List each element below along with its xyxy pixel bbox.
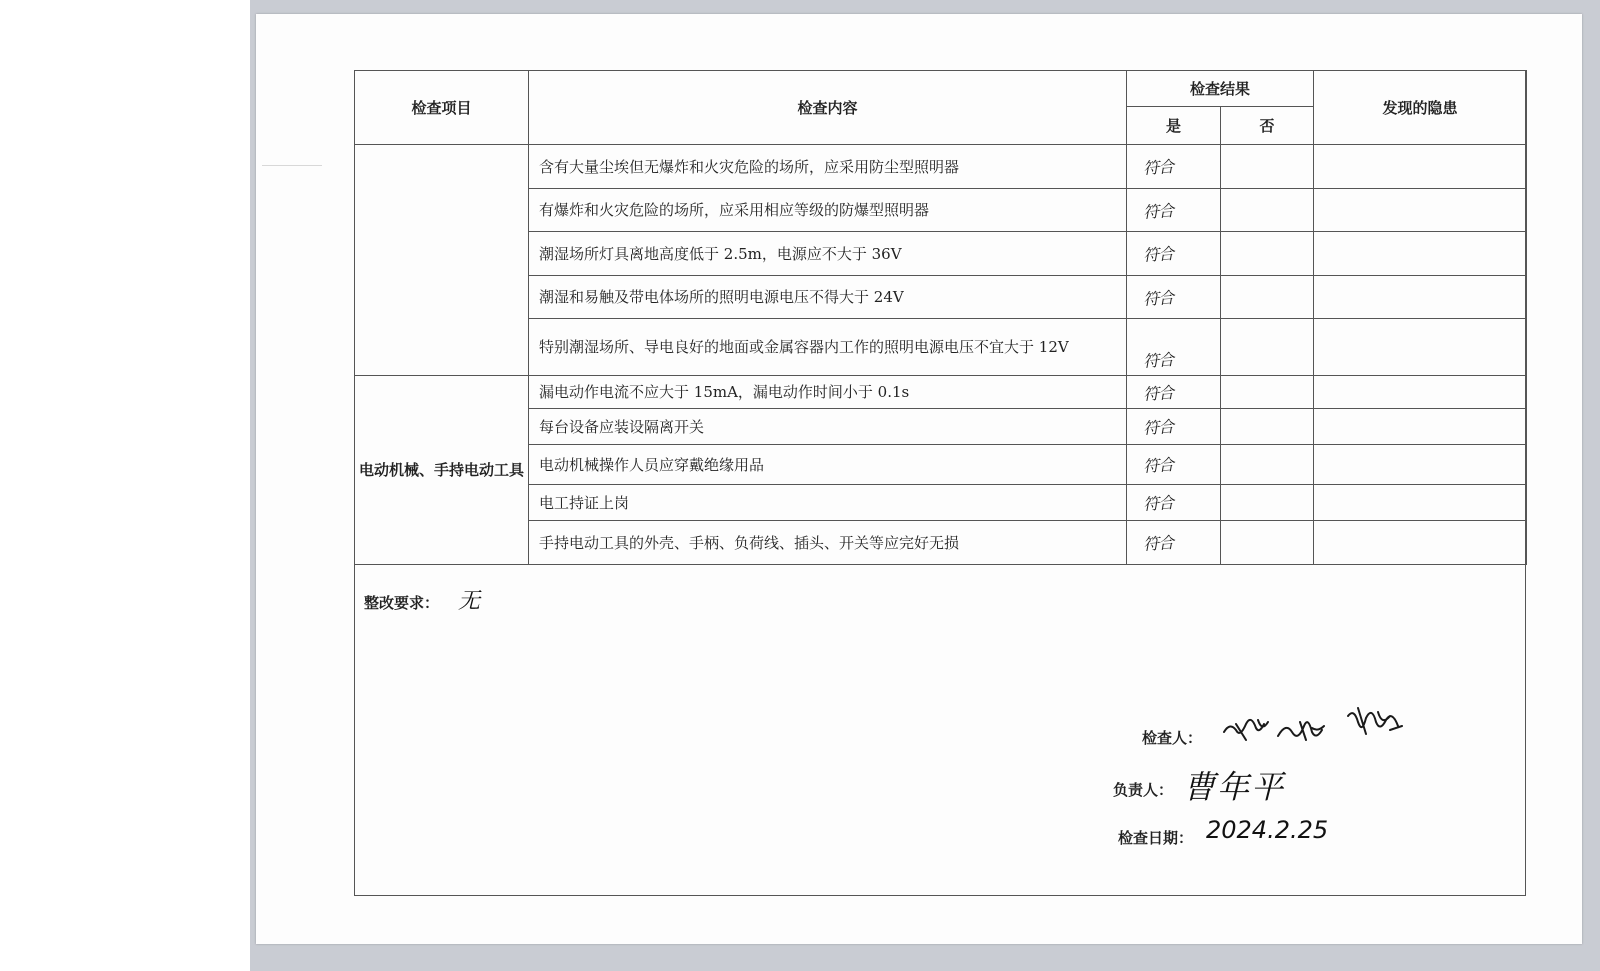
- date-label: 检查日期：: [1118, 829, 1194, 847]
- inspector-label: 检查人：: [1142, 729, 1203, 747]
- no-cell: [1221, 485, 1314, 521]
- content-cell: 电工持证上岗: [529, 485, 1127, 521]
- yes-cell: [1127, 445, 1221, 485]
- handwritten-check: 符合: [1142, 287, 1174, 309]
- table-row: [355, 319, 1527, 376]
- header-yes: 是: [1127, 107, 1221, 145]
- inspection-table: [354, 70, 1527, 565]
- content-cell: 潮湿和易触及带电体场所的照明电源电压不得大于 24V: [529, 276, 1127, 319]
- handwritten-check: 符合: [1142, 156, 1174, 179]
- handwritten-check: 符合: [1142, 532, 1174, 555]
- responsible-signature: 曹年平: [1183, 768, 1286, 806]
- yes-cell: [1127, 521, 1221, 565]
- content-cell: 含有大量尘埃但无爆炸和火灾危险的场所，应采用防尘型照明器: [529, 145, 1127, 189]
- table-row: [355, 145, 1527, 189]
- hazard-cell: [1314, 145, 1527, 189]
- yes-cell: [1127, 376, 1221, 409]
- no-cell: [1221, 276, 1314, 319]
- no-cell: [1221, 189, 1314, 232]
- handwritten-check: 符合: [1142, 200, 1174, 222]
- table-row: [355, 376, 1527, 409]
- yes-cell: [1127, 319, 1221, 376]
- hazard-cell: [1314, 445, 1527, 485]
- yes-cell: [1127, 409, 1221, 445]
- header-hazard: 发现的隐患: [1314, 71, 1527, 145]
- hazard-cell: [1314, 485, 1527, 521]
- content-cell: 漏电动作电流不应大于 15mA，漏电动作时间小于 0.1s: [529, 376, 1127, 409]
- content-cell: 每台设备应装设隔离开关: [529, 409, 1127, 445]
- no-cell: [1221, 445, 1314, 485]
- hazard-cell: [1314, 376, 1527, 409]
- yes-cell: [1127, 189, 1221, 232]
- no-cell: [1221, 319, 1314, 376]
- hazard-cell: [1314, 276, 1527, 319]
- content-cell: 电动机械操作人员应穿戴绝缘用品: [529, 445, 1127, 485]
- no-cell: [1221, 145, 1314, 189]
- no-cell: [1221, 232, 1314, 276]
- handwritten-check: 符合: [1142, 349, 1174, 372]
- table-row: [355, 232, 1527, 276]
- handwritten-check: 符合: [1142, 243, 1174, 266]
- handwritten-check: 符合: [1142, 492, 1174, 515]
- content-cell: 特别潮湿场所、导电良好的地面或金属容器内工作的照明电源电压不宜大于 12V: [529, 319, 1127, 376]
- content-cell: 手持电动工具的外壳、手柄、负荷线、插头、开关等应完好无损: [529, 521, 1127, 565]
- no-cell: [1221, 376, 1314, 409]
- content-cell: 有爆炸和火灾危险的场所，应采用相应等级的防爆型照明器: [529, 189, 1127, 232]
- handwritten-check: 符合: [1142, 454, 1174, 477]
- category-cell: [355, 145, 529, 376]
- no-cell: [1221, 521, 1314, 565]
- yes-cell: [1127, 485, 1221, 521]
- header-no: 否: [1221, 107, 1314, 145]
- hazard-cell: [1314, 319, 1527, 376]
- no-cell: [1221, 409, 1314, 445]
- table-row: [355, 445, 1527, 485]
- table-row: [355, 521, 1527, 565]
- hazard-cell: [1314, 409, 1527, 445]
- table-row: [355, 409, 1527, 445]
- inspector-signature: [1218, 700, 1418, 750]
- table-row: [355, 189, 1527, 232]
- category-cell: 电动机械、手持电动工具: [355, 376, 529, 565]
- header-item: 检查项目: [355, 71, 529, 145]
- handwritten-check: 符合: [1142, 416, 1174, 439]
- scan-edge-mark: [262, 165, 322, 166]
- responsible-label: 负责人：: [1113, 781, 1174, 799]
- rectification-value: 无: [458, 589, 481, 614]
- rectification-label: 整改要求：: [364, 594, 440, 612]
- date-value: 2024.2.25: [1206, 816, 1329, 844]
- handwritten-check: 符合: [1142, 382, 1174, 404]
- hazard-cell: [1314, 521, 1527, 565]
- yes-cell: [1127, 276, 1221, 319]
- yes-cell: [1127, 232, 1221, 276]
- header-result: 检查结果: [1127, 71, 1314, 107]
- yes-cell: [1127, 145, 1221, 189]
- hazard-cell: [1314, 189, 1527, 232]
- hazard-cell: [1314, 232, 1527, 276]
- table-row: [355, 485, 1527, 521]
- table-row: [355, 276, 1527, 319]
- content-cell: 潮湿场所灯具离地高度低于 2.5m，电源应不大于 36V: [529, 232, 1127, 276]
- header-content: 检查内容: [529, 71, 1127, 145]
